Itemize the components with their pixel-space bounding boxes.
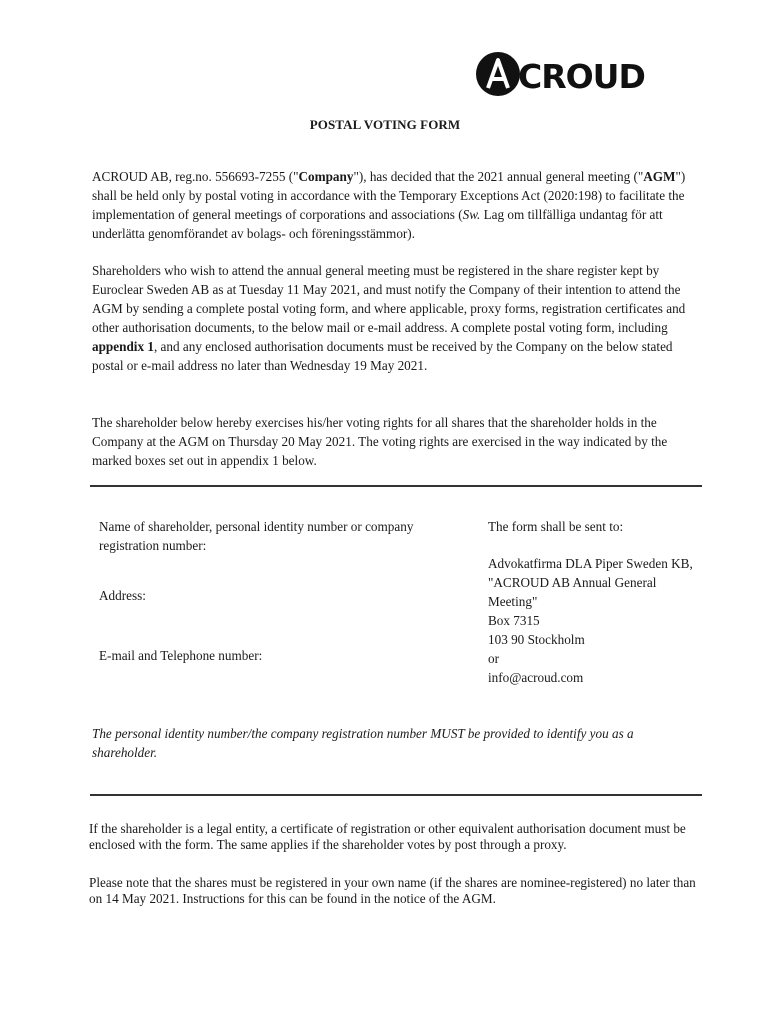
identity-note: The personal identity number/the company registration number MUST be provided to identify you as a shareholder.: [92, 726, 634, 760]
form-title: POSTAL VOTING FORM: [309, 117, 461, 132]
divider-bottom: [90, 794, 702, 796]
registration-paragraph: Shareholders who wish to attend the annual general meeting must be registered in the share register kept by Euroclear Sweden AB as at Tuesday 11 May 2021, and must notify the Company of their intention to attend the AGM by sending a complete postal voting form, and where applicable, proxy forms, registration certificates and other authorisation documents, to the below mail or e-mail address. A complete postal voting form, including appendix 1, and any enclosed authorisation documents must be received by the Company on the below stated postal or e-mail address no later than Wednesday 19 May 2021.: [92, 263, 686, 373]
acroud-logo: [476, 48, 646, 98]
send-to-email: info@acroud.com: [488, 670, 584, 685]
send-to-line-or: or: [488, 651, 499, 666]
send-to-line-firm: Advokatfirma DLA Piper Sweden KB,: [488, 556, 693, 571]
send-to-heading: The form shall be sent to:: [488, 519, 624, 534]
send-to-line-attention: "ACROUD AB Annual General Meeting": [488, 575, 657, 609]
exercise-paragraph: The shareholder below hereby exercises his/her voting rights for all shares that the shareholder holds in the Company at the AGM on Thursday 20 May 2021. The voting rights are exercised in the way indicated by the marked boxes set out in appendix 1 below.: [92, 415, 668, 468]
legal-entity-paragraph: If the shareholder is a legal entity, a certificate of registration or other equivalent authorisation document must be enclosed with the form. The same applies if the shareholder votes by post through a proxy.: [89, 821, 686, 852]
divider-top: [90, 485, 702, 487]
intro-paragraph: ACROUD AB, reg.no. 556693-7255 ("Company"), has decided that the 2021 annual general meeting ("AGM") shall be held only by postal voting in accordance with the Temporary Exceptions Act (2020:198) to facilitate the implementation of general meetings of corporations and associations (Sw. Lag om tillfälliga undantag för att underlätta genomförandet av bolags- och föreningsstämmor).: [92, 169, 686, 241]
email-telephone-label: E-mail and Telephone number:: [99, 648, 263, 663]
send-to-line-box: Box 7315: [488, 613, 540, 628]
nominee-paragraph: Please note that the shares must be registered in your own name (if the shares are nominee-registered) no later than on 14 May 2021. Instructions for this can be found in the notice of the AGM.: [89, 875, 696, 906]
send-to-block: [488, 517, 700, 687]
logo-wordmark: CROUD: [518, 57, 645, 96]
address-label: Address:: [99, 588, 146, 603]
shareholder-name-label: Name of shareholder, personal identity number or company registration number:: [99, 519, 414, 553]
send-to-line-city: 103 90 Stockholm: [488, 632, 585, 647]
